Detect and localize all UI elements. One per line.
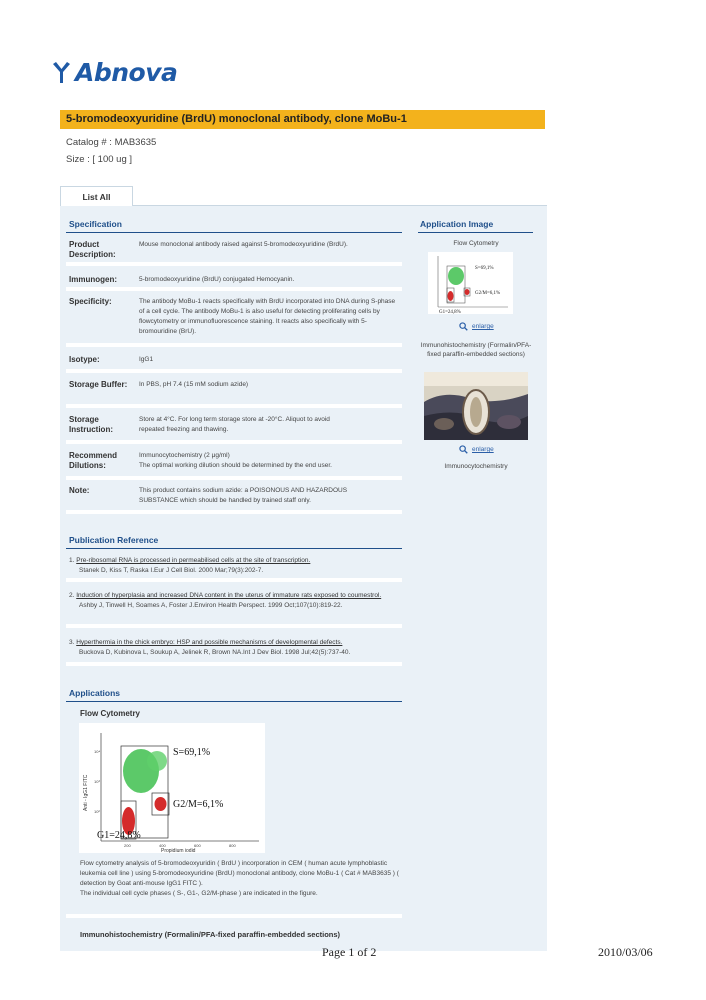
plot-g1-label: G1=24,8% bbox=[97, 830, 141, 841]
spec-label-isotype: Isotype: bbox=[69, 355, 100, 364]
spec-separator bbox=[66, 476, 402, 480]
spec-value-storage-buffer: In PBS, pH 7.4 (15 mM sodium azide) bbox=[139, 381, 249, 388]
spec-separator bbox=[66, 343, 402, 347]
y-tick-label: 10⁴ bbox=[94, 749, 101, 754]
brand-name: Abnova bbox=[75, 58, 178, 87]
spec-value-immunogen: 5-bromodeoxyuridine (BrdU) conjugated Hemocyanin. bbox=[139, 276, 295, 283]
application-ihc-title: Immunohistochemistry (Formalin/PFA-fixed paraffin-embedded sections) bbox=[80, 930, 341, 939]
spec-value-note: This product contains sodium azide: a POISONOUS AND HAZARDOUS SUBSTANCE which should be handled by trained staff only. bbox=[139, 487, 348, 504]
thumb-s-label: S=69,1% bbox=[475, 266, 494, 271]
plot-g2m-label: G2/M=6,1% bbox=[173, 799, 224, 810]
spec-separator bbox=[66, 404, 402, 408]
plot-s-label: S=69,1% bbox=[173, 747, 211, 758]
thumb-g1-label: G1=24,8% bbox=[439, 310, 461, 314]
x-tick-label: 600 bbox=[194, 843, 201, 848]
pub-separator bbox=[66, 624, 402, 628]
pub-separator bbox=[66, 578, 402, 582]
pub-separator bbox=[66, 662, 402, 666]
print-date: 2010/03/06 bbox=[598, 945, 653, 959]
thumb-g2-label: G2/M=6,1% bbox=[475, 291, 501, 296]
x-tick-label: 400 bbox=[159, 843, 166, 848]
ihc-thumbnail[interactable] bbox=[424, 372, 528, 440]
spec-separator bbox=[66, 510, 402, 514]
applications-rule bbox=[66, 701, 402, 702]
application-image-rule bbox=[418, 232, 533, 233]
x-tick-label: 800 bbox=[229, 843, 236, 848]
publication-item bbox=[69, 591, 399, 610]
flow-cytometry-plot bbox=[79, 723, 265, 853]
y-tick-label: 10³ bbox=[94, 779, 100, 784]
spec-label-immunogen: Immunogen: bbox=[69, 275, 117, 284]
publication-title-link[interactable]: Hyperthermia in the chick embryo: HSP and possible mechanisms of developmental defects. bbox=[76, 639, 343, 646]
enlarge-label: enlarge bbox=[472, 446, 494, 453]
enlarge-link-flow[interactable] bbox=[459, 322, 494, 331]
catalog-number: Catalog # : MAB3635 bbox=[66, 137, 157, 148]
publication-number: 2. bbox=[69, 592, 75, 599]
application-image-heading: Application Image bbox=[420, 219, 494, 229]
spec-label-description: Product Description: bbox=[69, 240, 116, 259]
spec-separator bbox=[66, 440, 402, 444]
x-tick-label: 200 bbox=[124, 843, 131, 848]
publication-rule bbox=[66, 548, 402, 549]
flow-cytometry-thumbnail[interactable] bbox=[428, 252, 513, 314]
image-caption-ihc: Immunohistochemistry (Formalin/PFA-fixed paraffin-embedded sections) bbox=[420, 342, 532, 358]
publication-title-link[interactable]: Induction of hyperplasia and increased DNA content in the uterus of immature rats exposed to coumestrol. bbox=[76, 592, 382, 599]
spec-label-recommend-dilutions: Recommend Dilutions: bbox=[69, 451, 118, 470]
enlarge-link-ihc[interactable] bbox=[459, 445, 494, 454]
plot-x-axis-label: Propidium iodid bbox=[161, 848, 196, 853]
magnifier-icon bbox=[459, 322, 468, 331]
applications-heading: Applications bbox=[69, 688, 121, 698]
spec-separator bbox=[66, 262, 402, 266]
publication-number: 3. bbox=[69, 639, 75, 646]
product-size: Size : [ 100 ug ] bbox=[66, 154, 133, 165]
image-caption-icc: Immunocytochemistry bbox=[444, 463, 508, 470]
publication-title-link[interactable]: Pre-ribosomal RNA is processed in permeabilised cells at the site of transcription. bbox=[76, 557, 311, 564]
specification-heading: Specification bbox=[69, 219, 122, 229]
spec-separator bbox=[66, 287, 402, 291]
spec-value-isotype: IgG1 bbox=[139, 356, 154, 363]
antibody-logo-icon bbox=[50, 61, 72, 85]
publication-item bbox=[69, 638, 399, 657]
publication-item bbox=[69, 556, 399, 575]
spec-label-storage-instruction: Storage Instruction: bbox=[69, 415, 113, 434]
publication-citation: Stanek D, Kiss T, Raska I.Eur J Cell Biol. 2000 Mar;79(3):202-7. bbox=[79, 566, 264, 574]
publication-number: 1. bbox=[69, 557, 75, 564]
spec-value-description: Mouse monoclonal antibody raised against 5-bromodeoxyuridine (BrdU). bbox=[139, 241, 348, 248]
tab-list-all[interactable]: List All bbox=[60, 186, 133, 206]
publication-citation: Ashby J, Tinwell H, Soames A, Foster J.Environ Health Perspect. 1999 Oct;107(10):819-22. bbox=[79, 601, 343, 609]
spec-value-specificity: The antibody MoBu-1 reacts specifically with BrdU incorporated into DNA during S-phase of a cell cycle. The antibody MoBu-1 is also useful for detecting proliferating cells by flowcytometry or immunofluorescence staining. It reacts also specifically with 5-bromouridine (BrU). bbox=[139, 298, 396, 335]
product-title: 5-bromodeoxyuridine (BrdU) monoclonal antibody, clone MoBu-1 bbox=[60, 110, 545, 129]
spec-separator bbox=[66, 369, 402, 373]
specification-rule bbox=[66, 232, 402, 233]
image-caption-flow: Flow Cytometry bbox=[453, 240, 499, 247]
magnifier-icon bbox=[459, 445, 468, 454]
publication-citation: Buckova D, Kubinova L, Soukup A, Jelinek R, Brown NA.Int J Dev Biol. 1998 Jul;42(5):737-40. bbox=[79, 648, 351, 656]
abnova-logo[interactable] bbox=[50, 58, 177, 87]
flow-description: Flow cytometry analysis of 5-bromodeoxyuridin ( BrdU ) incorporation in CEM ( human acute lymphoblastic leukemia cell line ) using 5-bromodeoxyuridine (BrdU) monoclonal antibody, clone MoBu-1 ( Cat # MAB3635 ) ( detection by Goat anti-mouse IgG1 FITC ). The individual cell cycle phases ( S-, G1-, G2/M-phase ) are indicated in the figure. bbox=[80, 860, 399, 897]
spec-value-recommend-dilutions: Immunocytochemistry (2 μg/ml) The optimal working dilution should be determined by the end user. bbox=[139, 452, 332, 469]
spec-label-note: Note: bbox=[69, 486, 90, 495]
publication-heading: Publication Reference bbox=[69, 535, 159, 545]
y-tick-label: 10² bbox=[94, 809, 100, 814]
spec-label-specificity: Specificity: bbox=[69, 297, 112, 306]
page-number: Page 1 of 2 bbox=[322, 945, 377, 959]
spec-value-storage-instruction: Store at 4°C. For long term storage store at -20°C. Aliquot to avoid repeated freezing and thawing. bbox=[139, 416, 330, 433]
plot-y-axis-label: Anti - IgG1 FITC bbox=[83, 774, 89, 811]
app-separator bbox=[66, 914, 402, 918]
enlarge-label: enlarge bbox=[472, 323, 494, 330]
application-flow-title: Flow Cytometry bbox=[80, 709, 141, 718]
spec-label-storage-buffer: Storage Buffer: bbox=[69, 380, 128, 389]
